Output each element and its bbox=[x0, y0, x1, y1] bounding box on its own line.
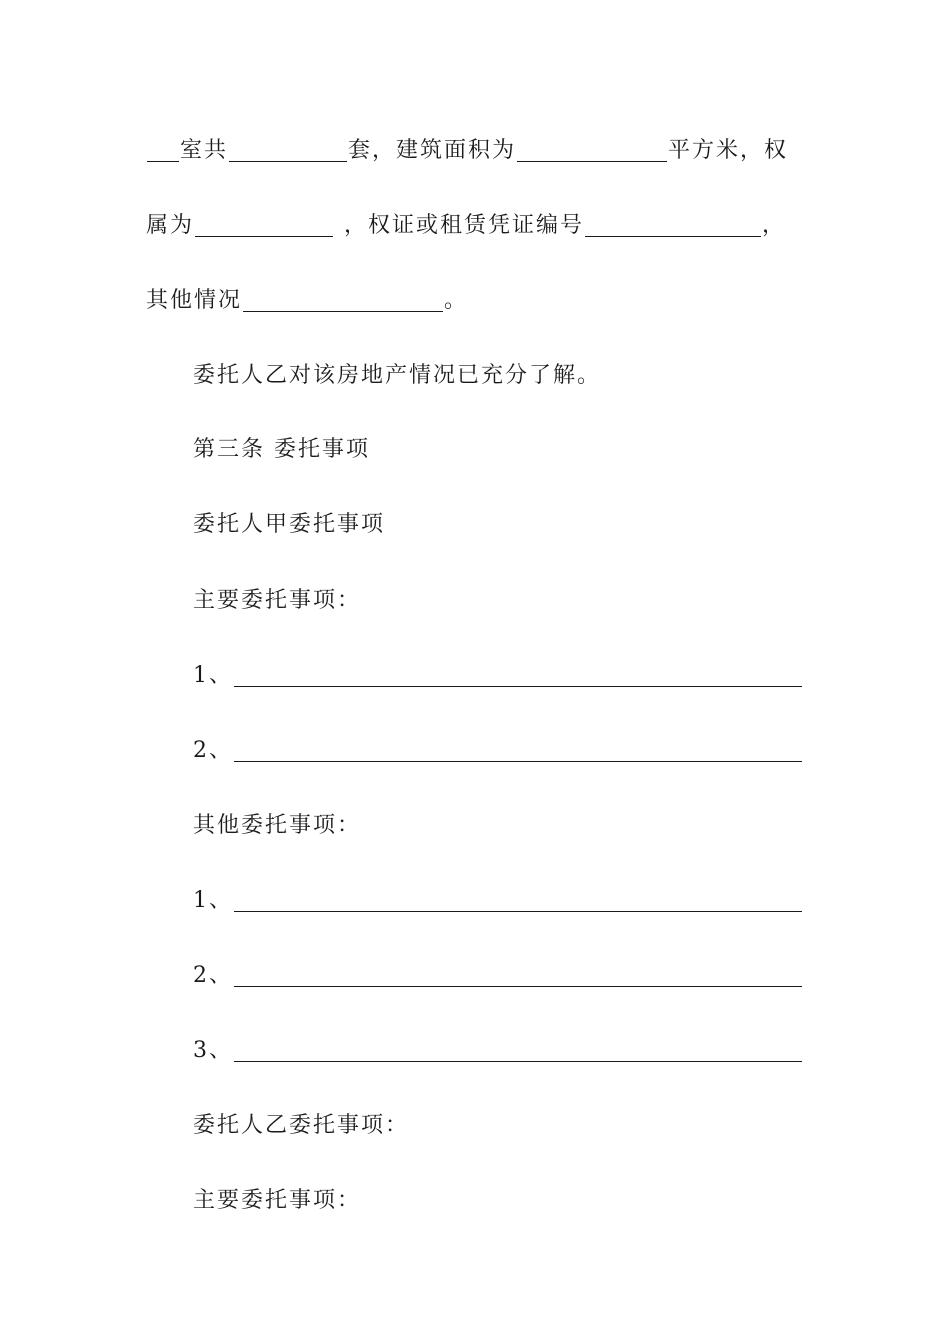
party-a-other-item-1 bbox=[193, 886, 803, 916]
item-number: 1、 bbox=[193, 663, 233, 688]
text-sqm-ownership: 平方米，权 bbox=[668, 138, 789, 163]
blank-certificate-number[interactable] bbox=[585, 214, 761, 237]
party-b-main-heading bbox=[193, 1186, 803, 1216]
text-party-b-main: 主要委托事项： bbox=[193, 1188, 362, 1213]
blank-party-a-other-3[interactable] bbox=[234, 1039, 802, 1062]
party-a-main-item-1 bbox=[193, 661, 803, 691]
party-a-main-item-2 bbox=[193, 736, 803, 766]
blank-room-count[interactable] bbox=[147, 139, 179, 162]
property-line-1 bbox=[146, 136, 806, 166]
text-article-3-title: 第三条 委托事项 bbox=[193, 437, 370, 462]
text-party-b-title: 委托人乙委托事项： bbox=[193, 1113, 410, 1138]
party-a-other-heading bbox=[193, 811, 803, 841]
party-a-other-item-2 bbox=[193, 961, 803, 991]
party-b-heading bbox=[193, 1111, 803, 1141]
text-certificate-label: ，权证或租赁凭证编号 bbox=[344, 213, 585, 238]
text-party-a-main: 主要委托事项： bbox=[193, 588, 362, 613]
text-comma: ， bbox=[762, 213, 787, 238]
party-a-other-item-3 bbox=[193, 1036, 803, 1066]
text-party-a-title: 委托人甲委托事项 bbox=[193, 512, 386, 537]
item-number: 2、 bbox=[193, 738, 233, 763]
blank-building-area[interactable] bbox=[517, 139, 667, 162]
blank-owner[interactable] bbox=[195, 214, 333, 237]
text-area-label: 套，建筑面积为 bbox=[348, 138, 517, 163]
blank-other-conditions[interactable] bbox=[243, 289, 443, 312]
blank-party-a-main-1[interactable] bbox=[234, 664, 802, 687]
text-party-a-other: 其他委托事项： bbox=[193, 813, 362, 838]
property-line-2 bbox=[146, 211, 806, 241]
item-number: 1、 bbox=[193, 888, 233, 913]
paragraph-understood bbox=[193, 361, 803, 391]
property-line-3 bbox=[146, 286, 806, 316]
item-number: 2、 bbox=[193, 963, 233, 988]
blank-party-a-other-1[interactable] bbox=[234, 889, 802, 912]
article-3-heading bbox=[193, 435, 803, 465]
blank-set-count[interactable] bbox=[229, 139, 347, 162]
blank-party-a-other-2[interactable] bbox=[234, 964, 802, 987]
party-a-main-heading bbox=[193, 586, 803, 616]
text-other-conditions: 其他情况 bbox=[146, 288, 243, 313]
text-room-total: 室共 bbox=[180, 138, 229, 163]
party-a-heading bbox=[193, 510, 803, 540]
text-belongs-to: 属为 bbox=[146, 213, 195, 238]
item-number: 3、 bbox=[193, 1038, 233, 1063]
text-understood: 委托人乙对该房地产情况已充分了解。 bbox=[193, 363, 602, 388]
text-period: 。 bbox=[444, 288, 469, 313]
blank-party-a-main-2[interactable] bbox=[234, 739, 802, 762]
